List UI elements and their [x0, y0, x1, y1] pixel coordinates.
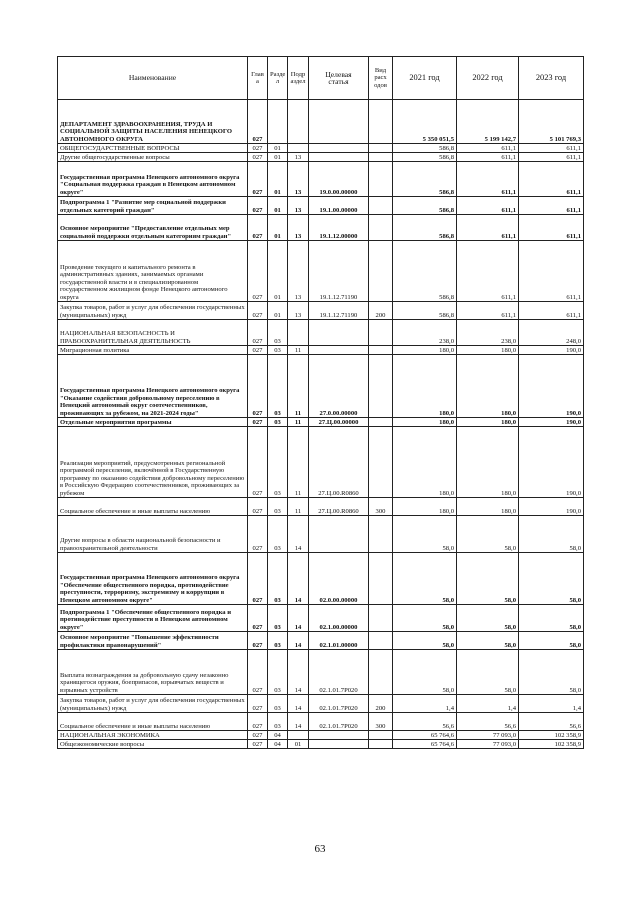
- row-value-2023: 190,0: [519, 498, 584, 516]
- row-name: Социальное обеспечение и иные выплаты населению: [58, 713, 248, 731]
- table-row: [58, 241, 584, 302]
- row-value-2023: 58,0: [519, 605, 584, 632]
- row-razdel: [268, 100, 288, 144]
- row-vid: [369, 731, 393, 740]
- table-row: [58, 695, 584, 713]
- row-vid: [369, 605, 393, 632]
- row-value-2023: 190,0: [519, 355, 584, 418]
- row-article: [309, 346, 369, 355]
- row-name: ДЕПАРТАМЕНТ ЗДРАВООХРАНЕНИЯ, ТРУДА И СОЦИАЛЬНОЙ ЗАЩИТЫ НАСЕЛЕНИЯ НЕНЕЦКОГО АВТОНОМНОГО ОКРУГА: [58, 100, 248, 144]
- row-podrazdel: 14: [288, 650, 309, 695]
- row-value-2022: 58,0: [457, 650, 519, 695]
- table-row: [58, 302, 584, 320]
- table-row: [58, 713, 584, 731]
- row-name: Выплата вознаграждения за добровольную сдачу незаконно хранящегося оружия, боеприпасов, взрывчатых веществ и взрывных устройств: [58, 650, 248, 695]
- row-article: [309, 740, 369, 749]
- row-name: Проведение текущего и капитального ремонта в административных зданиях, занимаемых органами государственной власти и в специализированном государственном жилищном фонде Ненецкого автономного округа: [58, 241, 248, 302]
- row-value-2023: 190,0: [519, 346, 584, 355]
- row-value-2022: 611,1: [457, 302, 519, 320]
- table-row: [58, 553, 584, 605]
- table-row: [58, 418, 584, 427]
- row-article: 27.Ц.00.R0860: [309, 427, 369, 498]
- row-glava: 027: [248, 197, 268, 215]
- row-value-2021: 586,8: [393, 197, 457, 215]
- row-value-2022: 1,4: [457, 695, 519, 713]
- row-glava: 027: [248, 100, 268, 144]
- row-article: 19.1.00.00000: [309, 197, 369, 215]
- row-name: Другие вопросы в области национальной безопасности и правоохранительной деятельности: [58, 516, 248, 553]
- row-vid: [369, 553, 393, 605]
- table-row: [58, 320, 584, 346]
- row-article: [309, 320, 369, 346]
- row-podrazdel: 11: [288, 427, 309, 498]
- row-article: 02.1.01.7Р020: [309, 650, 369, 695]
- row-value-2021: 180,0: [393, 346, 457, 355]
- row-name: Подпрограмма 1 "Развитие мер социальной поддержки отдельных категорий граждан": [58, 197, 248, 215]
- row-glava: 027: [248, 241, 268, 302]
- row-value-2023: 58,0: [519, 553, 584, 605]
- row-value-2022: 180,0: [457, 427, 519, 498]
- table-row: [58, 650, 584, 695]
- row-glava: 027: [248, 516, 268, 553]
- table-row: [58, 498, 584, 516]
- row-name: Закупка товаров, работ и услуг для обеспечения государственных (муниципальных) нужд: [58, 302, 248, 320]
- row-value-2023: 611,1: [519, 153, 584, 162]
- row-podrazdel: 14: [288, 605, 309, 632]
- row-value-2021: 65 764,6: [393, 740, 457, 749]
- row-glava: 027: [248, 346, 268, 355]
- row-vid: 300: [369, 498, 393, 516]
- row-podrazdel: 01: [288, 740, 309, 749]
- table-row: [58, 144, 584, 153]
- row-vid: [369, 215, 393, 241]
- table-row: [58, 632, 584, 650]
- row-article: 27.Ц.00.00000: [309, 418, 369, 427]
- row-vid: [369, 650, 393, 695]
- table-row: [58, 346, 584, 355]
- column-header-podrazdel: Подр аздел: [288, 57, 309, 100]
- row-podrazdel: 14: [288, 632, 309, 650]
- row-razdel: 03: [268, 355, 288, 418]
- row-value-2022: 180,0: [457, 346, 519, 355]
- row-name: Государственная программа Ненецкого автономного округа "Обеспечение общественного порядка, противодействие преступности, терроризму, экстремизму и коррупции в Ненецком автономном округе": [58, 553, 248, 605]
- row-value-2023: 1,4: [519, 695, 584, 713]
- table-row: [58, 516, 584, 553]
- row-glava: 027: [248, 418, 268, 427]
- row-podrazdel: [288, 731, 309, 740]
- row-value-2023: 248,0: [519, 320, 584, 346]
- row-article: 02.1.01.00000: [309, 632, 369, 650]
- row-value-2022: 5 199 142,7: [457, 100, 519, 144]
- row-article: 27.0.00.00000: [309, 355, 369, 418]
- row-glava: 027: [248, 320, 268, 346]
- row-article: [309, 516, 369, 553]
- row-vid: [369, 153, 393, 162]
- row-value-2023: 611,1: [519, 215, 584, 241]
- row-article: 02.0.00.00000: [309, 553, 369, 605]
- row-razdel: 01: [268, 302, 288, 320]
- column-header-article: Целевая статья: [309, 57, 369, 100]
- row-name: НАЦИОНАЛЬНАЯ ЭКОНОМИКА: [58, 731, 248, 740]
- row-value-2021: 238,0: [393, 320, 457, 346]
- row-glava: 027: [248, 605, 268, 632]
- row-podrazdel: [288, 100, 309, 144]
- budget-table: [57, 56, 584, 749]
- row-value-2022: 611,1: [457, 162, 519, 197]
- row-podrazdel: 13: [288, 153, 309, 162]
- row-glava: 027: [248, 498, 268, 516]
- row-value-2021: 1,4: [393, 695, 457, 713]
- row-value-2022: 77 093,0: [457, 731, 519, 740]
- row-value-2023: 58,0: [519, 516, 584, 553]
- row-podrazdel: 14: [288, 695, 309, 713]
- row-value-2022: 180,0: [457, 498, 519, 516]
- row-razdel: 04: [268, 740, 288, 749]
- row-article: 02.1.01.7Р020: [309, 695, 369, 713]
- row-value-2021: 586,8: [393, 144, 457, 153]
- column-header-2021: 2021 год: [393, 57, 457, 100]
- row-glava: 027: [248, 632, 268, 650]
- row-value-2021: 58,0: [393, 632, 457, 650]
- row-glava: 027: [248, 302, 268, 320]
- row-podrazdel: 13: [288, 302, 309, 320]
- row-razdel: 03: [268, 553, 288, 605]
- row-razdel: 01: [268, 153, 288, 162]
- row-value-2023: 58,0: [519, 650, 584, 695]
- row-name: Другие общегосударственные вопросы: [58, 153, 248, 162]
- row-name: Реализация мероприятий, предусмотренных региональной программой переселения, включённой в Государственную программу по оказанию содействия добровольному переселению в Российскую Федерацию соотечественников, проживающих за рубежом: [58, 427, 248, 498]
- row-value-2022: 611,1: [457, 144, 519, 153]
- row-value-2021: 58,0: [393, 605, 457, 632]
- table-row: [58, 197, 584, 215]
- column-header-name: Наименование: [58, 57, 248, 100]
- row-glava: 027: [248, 427, 268, 498]
- row-value-2021: 586,8: [393, 241, 457, 302]
- row-value-2021: 586,8: [393, 302, 457, 320]
- row-name: Государственная программа Ненецкого автономного округа "Оказание содействия добровольному переселению в Ненецкий автономный округ соотечественников, проживающих за рубежом, на 2021-2024 годы": [58, 355, 248, 418]
- row-value-2022: 58,0: [457, 516, 519, 553]
- row-podrazdel: 11: [288, 418, 309, 427]
- row-value-2021: 180,0: [393, 355, 457, 418]
- row-podrazdel: 13: [288, 197, 309, 215]
- row-glava: 027: [248, 553, 268, 605]
- row-name: Подпрограмма 1 "Обеспечение общественного порядка и противодействие преступности в Ненецком автономном округе": [58, 605, 248, 632]
- row-value-2021: 58,0: [393, 516, 457, 553]
- row-razdel: 01: [268, 197, 288, 215]
- row-vid: [369, 100, 393, 144]
- row-article: [309, 153, 369, 162]
- row-glava: 027: [248, 650, 268, 695]
- row-value-2022: 611,1: [457, 197, 519, 215]
- table-row: [58, 605, 584, 632]
- row-razdel: 01: [268, 162, 288, 197]
- row-vid: [369, 355, 393, 418]
- row-glava: 027: [248, 355, 268, 418]
- column-header-razdel: Разде л: [268, 57, 288, 100]
- row-glava: 027: [248, 713, 268, 731]
- row-value-2021: 180,0: [393, 498, 457, 516]
- row-vid: [369, 197, 393, 215]
- row-value-2023: 190,0: [519, 418, 584, 427]
- table-row: [58, 215, 584, 241]
- column-header-glava: Глав а: [248, 57, 268, 100]
- row-article: 02.1.01.7Р020: [309, 713, 369, 731]
- row-value-2022: 611,1: [457, 153, 519, 162]
- row-article: 19.0.00.00000: [309, 162, 369, 197]
- row-value-2021: 180,0: [393, 418, 457, 427]
- row-razdel: 01: [268, 215, 288, 241]
- row-glava: 027: [248, 731, 268, 740]
- row-value-2022: 56,6: [457, 713, 519, 731]
- row-vid: [369, 632, 393, 650]
- row-value-2023: 611,1: [519, 197, 584, 215]
- row-vid: [369, 418, 393, 427]
- row-podrazdel: 14: [288, 713, 309, 731]
- row-razdel: 04: [268, 731, 288, 740]
- row-name: Основное мероприятие "Повышение эффективности профилактики правонарушений": [58, 632, 248, 650]
- row-name: ОБЩЕГОСУДАРСТВЕННЫЕ ВОПРОСЫ: [58, 144, 248, 153]
- row-name: НАЦИОНАЛЬНАЯ БЕЗОПАСНОСТЬ И ПРАВООХРАНИТЕЛЬНАЯ ДЕЯТЕЛЬНОСТЬ: [58, 320, 248, 346]
- row-razdel: 03: [268, 713, 288, 731]
- row-value-2021: 586,8: [393, 215, 457, 241]
- row-value-2021: 5 350 051,5: [393, 100, 457, 144]
- row-name: Миграционная политика: [58, 346, 248, 355]
- row-value-2022: 77 093,0: [457, 740, 519, 749]
- row-glava: 027: [248, 695, 268, 713]
- row-glava: 027: [248, 144, 268, 153]
- row-vid: 200: [369, 695, 393, 713]
- table-header-row: [58, 57, 584, 100]
- row-value-2021: 65 764,6: [393, 731, 457, 740]
- row-vid: [369, 241, 393, 302]
- table-row: [58, 740, 584, 749]
- row-article: 27.Ц.00.R0860: [309, 498, 369, 516]
- row-podrazdel: 13: [288, 241, 309, 302]
- row-vid: [369, 144, 393, 153]
- row-razdel: 03: [268, 418, 288, 427]
- row-value-2021: 58,0: [393, 650, 457, 695]
- row-article: 19.1.12.00000: [309, 215, 369, 241]
- row-value-2023: 58,0: [519, 632, 584, 650]
- row-value-2021: 58,0: [393, 553, 457, 605]
- row-glava: 027: [248, 215, 268, 241]
- row-value-2021: 586,8: [393, 162, 457, 197]
- row-podrazdel: [288, 144, 309, 153]
- row-article: [309, 731, 369, 740]
- row-name: Государственная программа Ненецкого автономного округа "Социальная поддержка граждан в Ненецком автономном округе": [58, 162, 248, 197]
- row-glava: 027: [248, 162, 268, 197]
- row-value-2022: 611,1: [457, 215, 519, 241]
- row-podrazdel: 14: [288, 553, 309, 605]
- row-podrazdel: 11: [288, 355, 309, 418]
- row-vid: [369, 740, 393, 749]
- row-value-2022: 180,0: [457, 418, 519, 427]
- row-vid: 200: [369, 302, 393, 320]
- row-vid: [369, 516, 393, 553]
- table-row: [58, 731, 584, 740]
- page-number: 63: [314, 843, 326, 855]
- row-vid: [369, 346, 393, 355]
- row-razdel: 03: [268, 427, 288, 498]
- row-value-2022: 58,0: [457, 553, 519, 605]
- table-row: [58, 355, 584, 418]
- row-podrazdel: 11: [288, 346, 309, 355]
- row-vid: [369, 320, 393, 346]
- column-header-2023: 2023 год: [519, 57, 584, 100]
- row-value-2023: 611,1: [519, 241, 584, 302]
- row-article: [309, 144, 369, 153]
- row-value-2021: 180,0: [393, 427, 457, 498]
- row-podrazdel: 13: [288, 215, 309, 241]
- row-name: Общеэкономические вопросы: [58, 740, 248, 749]
- row-glava: 027: [248, 740, 268, 749]
- row-value-2022: 611,1: [457, 241, 519, 302]
- row-podrazdel: 13: [288, 162, 309, 197]
- row-podrazdel: 11: [288, 498, 309, 516]
- row-podrazdel: 14: [288, 516, 309, 553]
- row-name: Закупка товаров, работ и услуг для обеспечения государственных (муниципальных) нужд: [58, 695, 248, 713]
- row-razdel: 01: [268, 144, 288, 153]
- row-value-2021: 56,6: [393, 713, 457, 731]
- row-glava: 027: [248, 153, 268, 162]
- row-razdel: 03: [268, 650, 288, 695]
- row-value-2023: 611,1: [519, 162, 584, 197]
- row-vid: [369, 427, 393, 498]
- row-razdel: 03: [268, 498, 288, 516]
- table-row: [58, 162, 584, 197]
- row-razdel: 03: [268, 632, 288, 650]
- row-article: 02.1.00.00000: [309, 605, 369, 632]
- row-value-2022: 180,0: [457, 355, 519, 418]
- row-value-2023: 611,1: [519, 302, 584, 320]
- row-name: Социальное обеспечение и иные выплаты населению: [58, 498, 248, 516]
- table-row: [58, 153, 584, 162]
- row-value-2023: 102 358,9: [519, 740, 584, 749]
- row-value-2021: 586,8: [393, 153, 457, 162]
- row-value-2022: 238,0: [457, 320, 519, 346]
- row-value-2023: 190,0: [519, 427, 584, 498]
- column-header-vid: Вид расх одов: [369, 57, 393, 100]
- row-vid: 300: [369, 713, 393, 731]
- table-row: [58, 427, 584, 498]
- row-article: 19.1.12.71190: [309, 241, 369, 302]
- row-razdel: 03: [268, 346, 288, 355]
- row-value-2022: 58,0: [457, 632, 519, 650]
- row-article: 19.1.12.71190: [309, 302, 369, 320]
- row-value-2022: 58,0: [457, 605, 519, 632]
- row-name: Отдельные мероприятия программы: [58, 418, 248, 427]
- row-razdel: 03: [268, 320, 288, 346]
- column-header-2022: 2022 год: [457, 57, 519, 100]
- row-razdel: 03: [268, 516, 288, 553]
- table-row: [58, 100, 584, 144]
- row-razdel: 01: [268, 241, 288, 302]
- row-razdel: 03: [268, 605, 288, 632]
- row-podrazdel: [288, 320, 309, 346]
- row-name: Основное мероприятие "Предоставление отдельных мер социальной поддержки отдельным категориям граждан": [58, 215, 248, 241]
- row-razdel: 03: [268, 695, 288, 713]
- row-value-2023: 102 358,9: [519, 731, 584, 740]
- row-value-2023: 5 101 769,3: [519, 100, 584, 144]
- row-vid: [369, 162, 393, 197]
- row-article: [309, 100, 369, 144]
- row-value-2023: 611,1: [519, 144, 584, 153]
- row-value-2023: 56,6: [519, 713, 584, 731]
